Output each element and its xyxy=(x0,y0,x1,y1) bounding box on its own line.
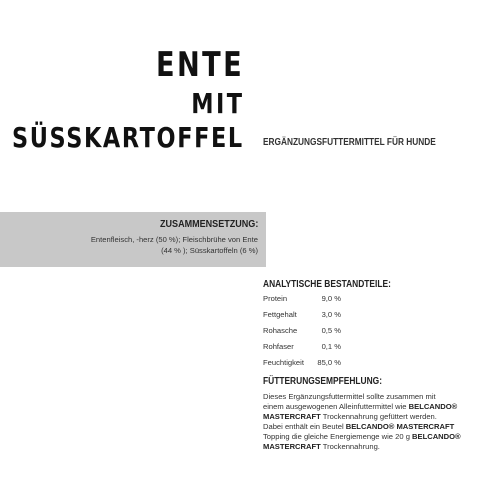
composition-panel xyxy=(0,212,266,267)
analytics-value: 85,0 % xyxy=(317,358,341,367)
analytics-label: Feuchtigkeit xyxy=(263,358,304,367)
brand-name: MASTERCRAFT xyxy=(263,442,321,451)
feeding-line-2 xyxy=(263,402,495,412)
product-subtitle: ERGÄNZUNGSFUTTERMITTEL FÜR HUNDE xyxy=(263,137,436,148)
analytics-label: Fettgehalt xyxy=(263,310,297,319)
feeding-text-segment: Dabei enthält ein Beutel xyxy=(263,422,346,431)
composition-heading: ZUSAMMENSETZUNG: xyxy=(159,218,258,230)
feeding-line-4 xyxy=(263,422,495,432)
analytics-label: Rohasche xyxy=(263,326,298,335)
analytics-value: 0,5 % xyxy=(321,326,341,335)
feeding-line-1 xyxy=(263,392,495,402)
composition-line-1: Entenfleisch, -herz (50 %); Fleischbrühe von Ente xyxy=(90,235,258,244)
analytics-label: Rohfaser xyxy=(263,342,294,351)
title-line-suesskartoffel: SÜSSKARTOFFEL xyxy=(12,121,244,154)
feeding-text-segment: einem ausgewogenen Alleinfuttermittel wie xyxy=(263,402,409,411)
feeding-line-6 xyxy=(263,442,495,452)
brand-name: BELCANDO® xyxy=(408,402,458,411)
composition-text xyxy=(0,234,258,256)
analytics-value: 3,0 % xyxy=(321,310,341,319)
brand-name: BELCANDO® MASTERCRAFT xyxy=(345,422,455,431)
brand-name: BELCANDO® xyxy=(412,432,461,441)
analytics-value: 9,0 % xyxy=(321,294,341,303)
analytics-label: Protein xyxy=(263,294,288,303)
composition-line-2: (44 % ); Süsskartoffeln (6 %) xyxy=(161,246,258,255)
feeding-text-segment: Trockennahrung. xyxy=(320,442,380,451)
feeding-line-5 xyxy=(263,432,495,442)
title-line-mit: MIT xyxy=(190,87,244,120)
brand-name: MASTERCRAFT xyxy=(263,412,321,421)
feeding-heading: FÜTTERUNGSEMPFEHLUNG: xyxy=(263,376,383,387)
title-line-ente: ENTE xyxy=(155,45,244,85)
analytics-heading: ANALYTISCHE BESTANDTEILE: xyxy=(263,279,391,290)
feeding-text-segment: Topping die gleiche Energiemenge wie 20 g xyxy=(263,432,413,441)
analytics-value: 0,1 % xyxy=(321,342,341,351)
feeding-text-segment: Trockennahrung gefüttert werden. xyxy=(320,412,437,421)
feeding-line-3 xyxy=(263,412,495,422)
feeding-text xyxy=(263,392,495,452)
feeding-text-segment: Dieses Ergänzungsfuttermittel sollte zusammen mit xyxy=(263,392,436,401)
